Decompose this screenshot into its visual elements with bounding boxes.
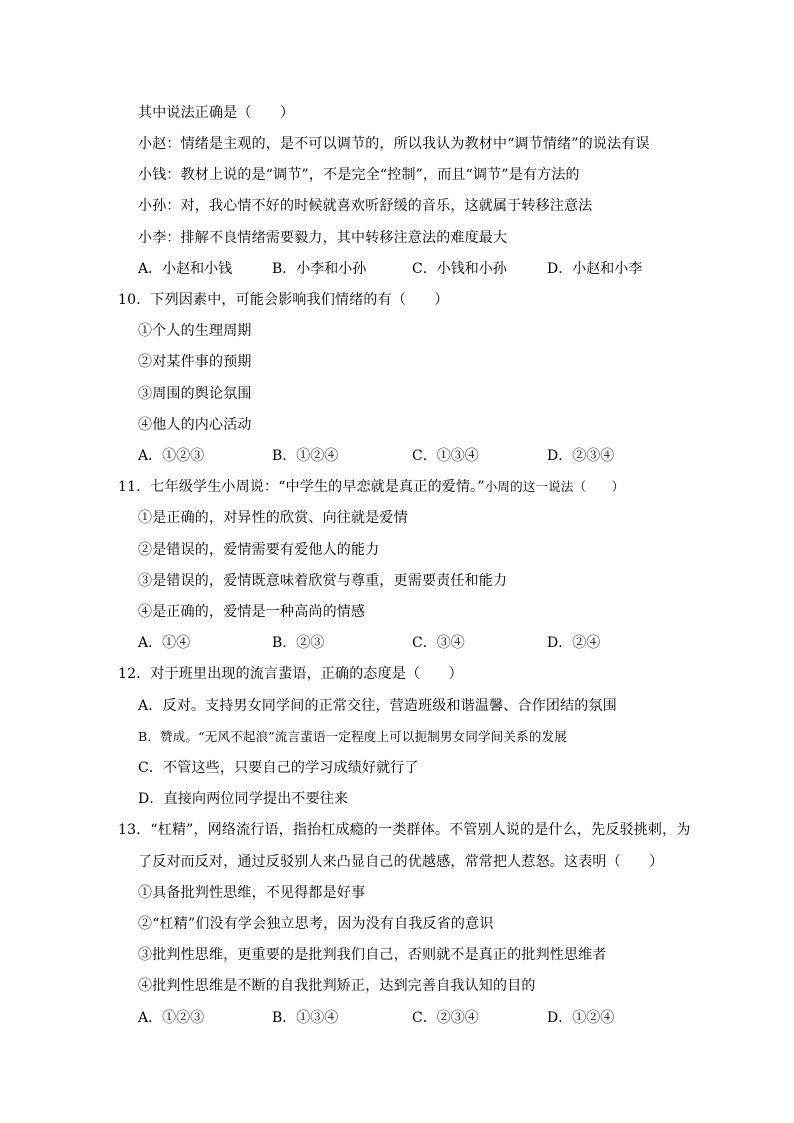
q11-option-a: A．①④ (138, 635, 191, 651)
q11-stem-main: 11．七年级学生小周说：“中学生的早恋就是真正的爱情。” (118, 479, 485, 495)
q12-stem: 12．对于班里出现的流言蜚语，正确的态度是（ ） (118, 666, 463, 682)
q13-stem-line-2: 了反对而反对，通过反驳别人来凸显自己的优越感，常常把人惹怒。这表明（ ） (138, 854, 664, 870)
q10-item-3: ③周围的舆论氛围 (138, 386, 252, 402)
q11-item-4: ④是正确的，爱情是一种高尚的情感 (138, 604, 366, 620)
q13-option-d: D．①②④ (547, 1010, 615, 1026)
q13-item-4: ④批判性思维是不断的自我批判矫正，达到完善自我认知的目的 (138, 978, 536, 994)
q9-option-b: B．小李和小孙 (272, 261, 367, 277)
q9-statement-qian: 小钱：教材上说的是“调节”，不是完全“控制”，而且“调节”是有方法的 (138, 167, 580, 183)
q12-option-d: D．直接向两位同学提出不要往来 (138, 791, 349, 807)
q13-stem-line-1: 13．“杠精”，网络流行语，指抬杠成瘾的一类群体。不管别人说的是什么，先反驳挑刺，为 (118, 822, 691, 838)
q12-option-b: B．赞成。“无风不起浪”流言蜚语一定程度上可以扼制男女同学间关系的发展 (138, 729, 567, 744)
q11-option-c: C．③④ (412, 635, 465, 651)
q10-item-1: ①个人的生理周期 (138, 323, 252, 339)
q9-option-d: D．小赵和小李 (547, 261, 643, 277)
q9-option-a: A．小赵和小钱 (138, 261, 233, 277)
q11-stem (118, 478, 624, 496)
q10-option-d: D．②③④ (547, 448, 615, 464)
q11-item-1: ①是正确的，对异性的欣赏、向往就是爱情 (138, 510, 408, 526)
q13-item-2: ②“杠精”们没有学会独立思考，因为没有自我反省的意识 (138, 916, 494, 932)
q9-option-c: C．小钱和小孙 (412, 261, 507, 277)
q13-item-3: ③批判性思维，更重要的是批判我们自己，否则就不是真正的批判性思维者 (138, 947, 607, 963)
q12-option-a: A．反对。支持男女同学间的正常交往，营造班级和谐温馨、合作团结的氛围 (138, 698, 617, 714)
q13-option-a: A．①②③ (138, 1010, 205, 1026)
q10-option-b: B．①②④ (272, 448, 339, 464)
q10-item-2: ②对某件事的预期 (138, 354, 252, 370)
q12-option-c: C．不管这些，只要自己的学习成绩好就行了 (138, 760, 419, 776)
q13-option-c: C．②③④ (412, 1010, 479, 1026)
q11-option-d: D．②④ (547, 635, 601, 651)
q13-option-b: B．①③④ (272, 1010, 339, 1026)
q10-option-a: A．①②③ (138, 448, 205, 464)
q10-stem: 10．下列因素中，可能会影响我们情绪的有（ ） (118, 292, 449, 308)
q11-item-2: ②是错误的，爱情需要有爱他人的能力 (138, 542, 380, 558)
q10-item-4: ④他人的内心活动 (138, 417, 252, 433)
q9-statement-sun: 小孙：对，我心情不好的时候就喜欢听舒缓的音乐，这就属于转移注意法 (138, 198, 593, 214)
q13-item-1: ①具备批判性思维，不见得都是好事 (138, 885, 366, 901)
q11-item-3: ③是错误的，爱情既意味着欣赏与尊重，更需要责任和能力 (138, 573, 508, 589)
q9-stem: 其中说法正确是（ ） (138, 105, 295, 121)
q9-statement-zhao: 小赵：情绪是主观的，是不可以调节的，所以我认为教材中“调节情绪”的说法有误 (138, 136, 650, 152)
q11-option-b: B．②③ (272, 635, 325, 651)
q9-statement-li: 小李：排解不良情绪需要毅力，其中转移注意法的难度最大 (138, 230, 508, 246)
q10-option-c: C．①③④ (412, 448, 479, 464)
q11-stem-tail: 小周的这一说法（ ） (484, 479, 625, 494)
